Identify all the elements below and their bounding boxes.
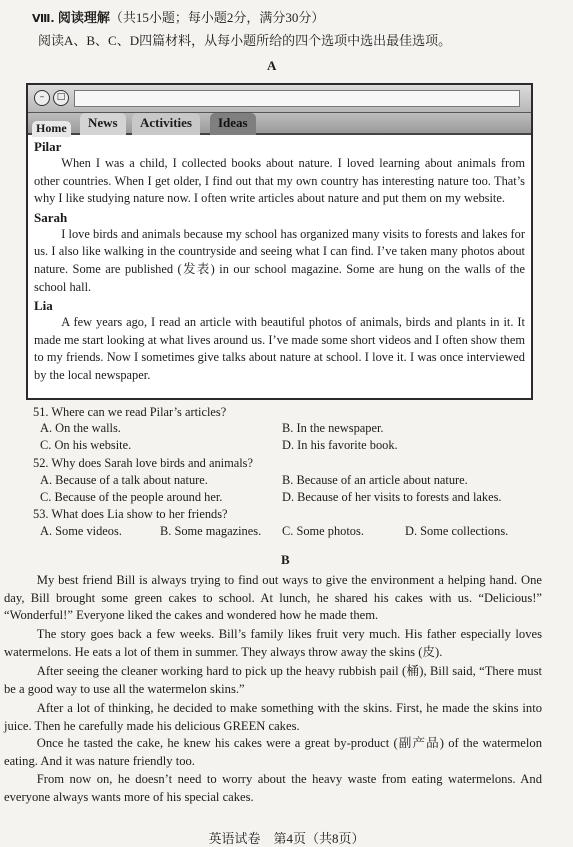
option-52-d: D. Because of her visits to forests and lakes. xyxy=(282,490,502,504)
option-51-d: D. In his favorite book. xyxy=(282,438,398,452)
address-bar xyxy=(74,90,520,107)
entry-text-sarah: I love birds and animals because my school has organized many visits to forests and lakes for us. I also like walking in the countryside and seeing what I can find. I’ve taken many photos about nature. Some are published (发表) in our school magazine. Some are hung on the walls of the school hall. xyxy=(34,226,525,294)
option-51-c: C. On his website. xyxy=(40,438,132,452)
option-51-b: B. In the newspaper. xyxy=(282,421,384,435)
section-title: 阅读理解 xyxy=(57,10,110,25)
option-53-a: A. Some videos. xyxy=(40,524,122,538)
section-heading xyxy=(32,10,324,26)
option-52-a: A. Because of a talk about nature. xyxy=(40,473,208,487)
entry-text-lia: A few years ago, I read an article with beautiful photos of animals, birds and plants in it. It made me start looking at what lives around us. I’ve made some short videos and I often show them to my friends. Now I sometimes give talks about nature at school. I love it. I was once interviewed by the local newspaper. xyxy=(34,315,525,382)
entry-name-lia: Lia xyxy=(34,298,53,314)
section-instruction: 阅读A、B、C、D四篇材料，从每小题所给的四个选项中选出最佳选项。 xyxy=(38,33,452,48)
passage-b-paragraph-2: The story goes back a few weeks. Bill’s family likes fruit very much. His father especially loves watermelons. He eats a lot of them in summer. They always throw away the skins (皮). xyxy=(4,627,542,659)
maximize-icon: □ xyxy=(53,90,69,106)
question-51: 51. Where can we read Pilar’s articles? xyxy=(33,405,227,419)
tab-ideas: Ideas xyxy=(210,113,256,135)
option-53-b: B. Some magazines. xyxy=(160,524,262,538)
tab-activities: Activities xyxy=(132,113,200,135)
entry-text-pilar: When I was a child, I collected books about nature. I loved learning about animals from other countries. When I get older, I find out that my own country has interesting nature too. That’s why I like studying nature now. I often write articles about nature and put them on my website. xyxy=(34,156,525,206)
option-53-c: C. Some photos. xyxy=(282,524,364,538)
question-53: 53. What does Lia show to her friends? xyxy=(33,507,228,521)
page-footer: 英语试卷 第4页（共8页） xyxy=(208,831,365,846)
browser-titlebar xyxy=(28,85,531,113)
browser-tabbar xyxy=(28,113,531,135)
browser-content xyxy=(28,137,531,398)
question-52: 52. Why does Sarah love birds and animals? xyxy=(33,456,254,470)
option-53-d: D. Some collections. xyxy=(405,524,509,538)
option-52-b: B. Because of an article about nature. xyxy=(282,473,468,487)
passage-b-paragraph-5: Once he tasted the cake, he knew his cakes were a great by-product (副产品) of the watermelon eating. And it was nature friendly too. xyxy=(4,736,542,768)
part-b-label: B xyxy=(281,552,290,567)
minimize-icon: – xyxy=(34,90,50,106)
passage-b-paragraph-4: After a lot of thinking, he decided to make something with the skins. First, he made the skins into juice. Then he carefully made his delicious GREEN cakes. xyxy=(4,701,542,733)
tab-news: News xyxy=(80,113,126,135)
tab-home: Home xyxy=(32,121,71,137)
passage-b-paragraph-3: After seeing the cleaner working hard to pick up the heavy rubbish pail (桶), Bill said, “There must be a good way to use all the watermelon skins.” xyxy=(4,664,542,696)
option-52-c: C. Because of the people around her. xyxy=(40,490,223,504)
section-info: （共15小题；每小题2分，满分30分） xyxy=(109,10,325,25)
entry-name-pilar: Pilar xyxy=(34,139,62,154)
section-number: Ⅷ. xyxy=(32,12,55,25)
part-a-label: A xyxy=(267,58,277,73)
entry-name-sarah: Sarah xyxy=(34,209,68,225)
passage-b-paragraph-6: From now on, he doesn’t need to worry about the heavy waste from eating watermelons. And everyone always wants more of his special cakes. xyxy=(4,772,542,804)
option-51-a: A. On the walls. xyxy=(40,421,121,435)
browser-window xyxy=(26,83,533,400)
passage-b-paragraph-1: My best friend Bill is always trying to find out ways to give the environment a helping hand. One day, Bill brought some green cakes to school. At lunch, he shared his cakes with us. “Delicious!” “Wonderful!” Everyone liked the cakes and wondered how he made them. xyxy=(4,573,542,622)
